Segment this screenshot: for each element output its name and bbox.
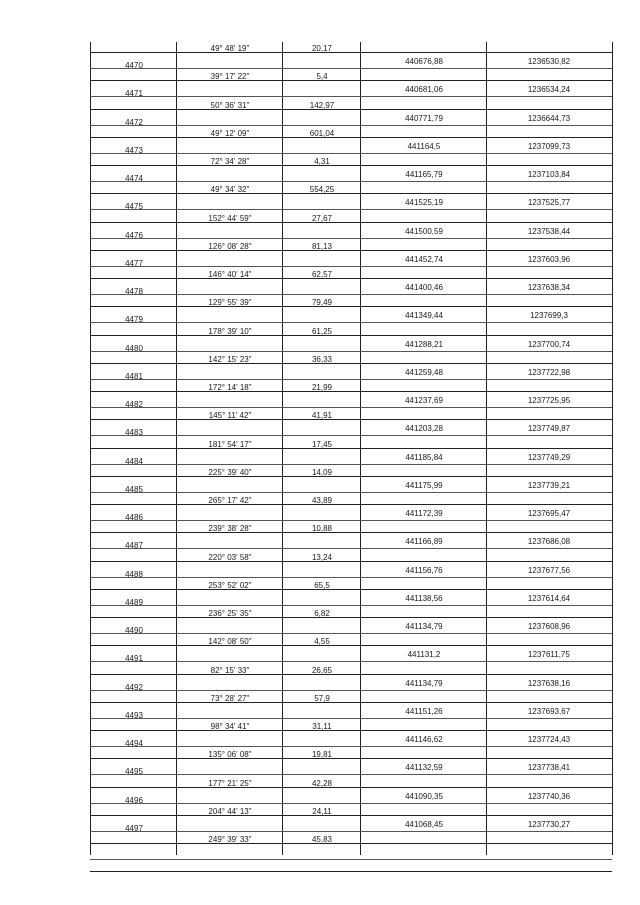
segment-distance: 36,33 [311,355,333,364]
segment-angle: 220° 03' 58" [208,553,252,562]
point-x-coordinate: 441090,35 [405,792,443,801]
point-id: 4471 [125,89,143,98]
point-id: 4487 [125,541,143,550]
point-id: 4483 [125,428,143,437]
point-y-coordinate: 1237638,34 [527,283,571,292]
segment-distance: 17,45 [311,440,333,449]
row-rule [90,871,612,872]
point-id: 4478 [125,287,143,296]
segment-distance: 6,82 [314,609,330,618]
point-x-coordinate: 441349,44 [405,311,443,320]
point-y-coordinate: 1237099,73 [527,142,571,151]
segment-angle: 236° 25' 35" [208,609,252,618]
segment-angle: 50° 36' 31" [210,101,250,110]
point-x-coordinate: 441237,69 [405,396,443,405]
row-midrule [90,859,612,860]
point-x-coordinate: 441132,59 [405,763,443,772]
segment-angle: 39° 17' 22" [210,72,250,81]
point-id: 4479 [125,315,143,324]
segment-distance: 4,55 [314,637,330,646]
point-id: 4482 [125,400,143,409]
point-x-coordinate: 440771,79 [405,114,443,123]
point-x-coordinate: 441151,26 [405,707,443,716]
segment-distance: 21,99 [311,383,333,392]
point-id: 4470 [125,61,143,70]
point-x-coordinate: 441259,48 [405,368,443,377]
segment-distance: 601,04 [309,129,335,138]
point-id: 4476 [125,231,143,240]
segment-angle: 152° 44' 59" [208,214,252,223]
point-x-coordinate: 441525,19 [405,198,443,207]
column-rule [612,42,613,855]
point-id: 4497 [125,824,143,833]
point-y-coordinate: 1237700,74 [527,340,571,349]
point-x-coordinate: 441164,5 [407,142,441,151]
point-id: 4493 [125,711,143,720]
segment-angle: 146° 40' 14" [208,270,252,279]
segment-angle: 135° 06' 08" [208,750,252,759]
point-y-coordinate: 1236534,24 [527,85,571,94]
point-y-coordinate: 1237603,96 [527,255,571,264]
point-y-coordinate: 1237103,84 [527,170,571,179]
point-id: 4490 [125,626,143,635]
point-y-coordinate: 1237638,16 [527,679,571,688]
point-x-coordinate: 441134,79 [405,679,443,688]
segment-distance: 57,9 [314,694,330,703]
point-id: 4492 [125,683,143,692]
segment-distance: 10,88 [311,524,333,533]
point-id: 4495 [125,767,143,776]
segment-angle: 142° 08' 50" [208,637,252,646]
segment-distance: 43,89 [311,496,333,505]
segment-angle: 265° 17' 42" [208,496,252,505]
point-y-coordinate: 1237608,96 [527,622,571,631]
point-y-coordinate: 1237677,56 [527,566,571,575]
point-y-coordinate: 1237724,43 [527,735,571,744]
point-id: 4486 [125,513,143,522]
point-y-coordinate: 1237611,75 [528,650,570,659]
point-x-coordinate: 441172,39 [405,509,443,518]
point-y-coordinate: 1237749,87 [527,424,571,433]
point-x-coordinate: 441500,59 [405,227,443,236]
point-id: 4481 [125,372,143,381]
point-x-coordinate: 441203,28 [405,424,443,433]
segment-angle: 225° 39' 40" [208,468,252,477]
segment-distance: 31,11 [312,722,332,731]
point-y-coordinate: 1237740,36 [527,792,571,801]
segment-distance: 19,81 [311,750,333,759]
point-y-coordinate: 1237730,27 [527,820,571,829]
segment-distance: 79,49 [311,298,333,307]
point-x-coordinate: 441175,99 [405,481,443,490]
point-x-coordinate: 441146,62 [405,735,443,744]
point-x-coordinate: 441156,76 [405,566,443,575]
segment-distance: 13,24 [311,553,333,562]
segment-distance: 27,67 [311,214,333,223]
point-id: 4491 [125,654,143,663]
point-y-coordinate: 1236644,73 [527,114,571,123]
point-y-coordinate: 1237686,08 [527,537,571,546]
point-id: 4473 [125,146,143,155]
point-y-coordinate: 1237693,67 [527,707,571,716]
point-id: 4494 [125,739,143,748]
segment-angle: 129° 55' 39" [208,298,252,307]
segment-distance: 26,65 [311,666,333,675]
point-y-coordinate: 1237614,64 [527,594,571,603]
point-x-coordinate: 441400,46 [405,283,443,292]
segment-distance: 24,11 [312,807,332,816]
point-id: 4475 [125,202,143,211]
segment-angle: 49° 48' 19" [210,44,250,53]
point-x-coordinate: 440676,88 [405,57,443,66]
segment-angle: 181° 54' 17" [208,440,252,449]
point-x-coordinate: 440681,06 [405,85,443,94]
point-y-coordinate: 1237722,98 [527,368,571,377]
segment-angle: 177° 21' 25" [208,779,252,788]
point-y-coordinate: 1237738,41 [527,763,571,772]
point-x-coordinate: 441131,2 [407,650,441,659]
segment-distance: 42,28 [311,779,333,788]
point-y-coordinate: 1237749,29 [527,453,571,462]
point-x-coordinate: 441165,79 [405,170,443,179]
segment-angle: 178° 39' 10" [208,327,252,336]
segment-angle: 172° 14' 18" [208,383,252,392]
point-x-coordinate: 441134,79 [405,622,443,631]
point-x-coordinate: 441288,21 [405,340,443,349]
segment-distance: 65,5 [314,581,330,590]
point-id: 4485 [125,485,143,494]
point-id: 4489 [125,598,143,607]
segment-distance: 142,97 [309,101,335,110]
segment-angle: 49° 34' 32" [210,185,250,194]
segment-angle: 49° 12' 09" [210,129,250,138]
segment-distance: 45,83 [311,835,333,844]
segment-distance: 41,91 [311,411,333,420]
point-y-coordinate: 1237525,77 [527,198,571,207]
point-x-coordinate: 441068,45 [405,820,443,829]
point-x-coordinate: 441185,84 [405,453,443,462]
point-y-coordinate: 1237538,44 [527,227,571,236]
point-y-coordinate: 1237725,95 [527,396,571,405]
segment-distance: 81,13 [311,242,333,251]
point-id: 4484 [125,457,143,466]
point-id: 4488 [125,570,143,579]
point-id: 4472 [125,118,143,127]
point-id: 4474 [125,174,143,183]
point-id: 4480 [125,344,143,353]
point-y-coordinate: 1237739,21 [527,481,571,490]
point-x-coordinate: 441452,74 [405,255,443,264]
segment-angle: 126° 08' 28" [208,242,252,251]
point-y-coordinate: 1237699,3 [530,311,568,320]
segment-angle: 73° 28' 27" [210,694,250,703]
segment-distance: 4,31 [314,157,330,166]
segment-distance: 554,25 [309,185,335,194]
segment-angle: 145° 11' 42" [208,411,252,420]
point-x-coordinate: 441138,56 [405,594,443,603]
segment-distance: 5,4 [316,72,328,81]
segment-angle: 142° 15' 23" [208,355,252,364]
segment-angle: 72° 34' 28" [210,157,250,166]
segment-angle: 253° 52' 02" [208,581,252,590]
segment-angle: 98° 34' 41" [210,722,250,731]
point-id: 4496 [125,796,143,805]
segment-distance: 61,25 [311,327,333,336]
segment-angle: 239° 38' 28" [208,524,252,533]
point-x-coordinate: 441166,89 [405,537,443,546]
segment-angle: 249° 39' 33" [208,835,252,844]
segment-distance: 20,17 [311,44,333,53]
point-y-coordinate: 1236530,82 [527,57,571,66]
point-y-coordinate: 1237695,47 [527,509,571,518]
segment-angle: 204° 44' 13" [208,807,252,816]
segment-distance: 14,09 [311,468,333,477]
segment-distance: 62,57 [311,270,333,279]
segment-angle: 82° 15' 33" [210,666,250,675]
point-id: 4477 [125,259,143,268]
